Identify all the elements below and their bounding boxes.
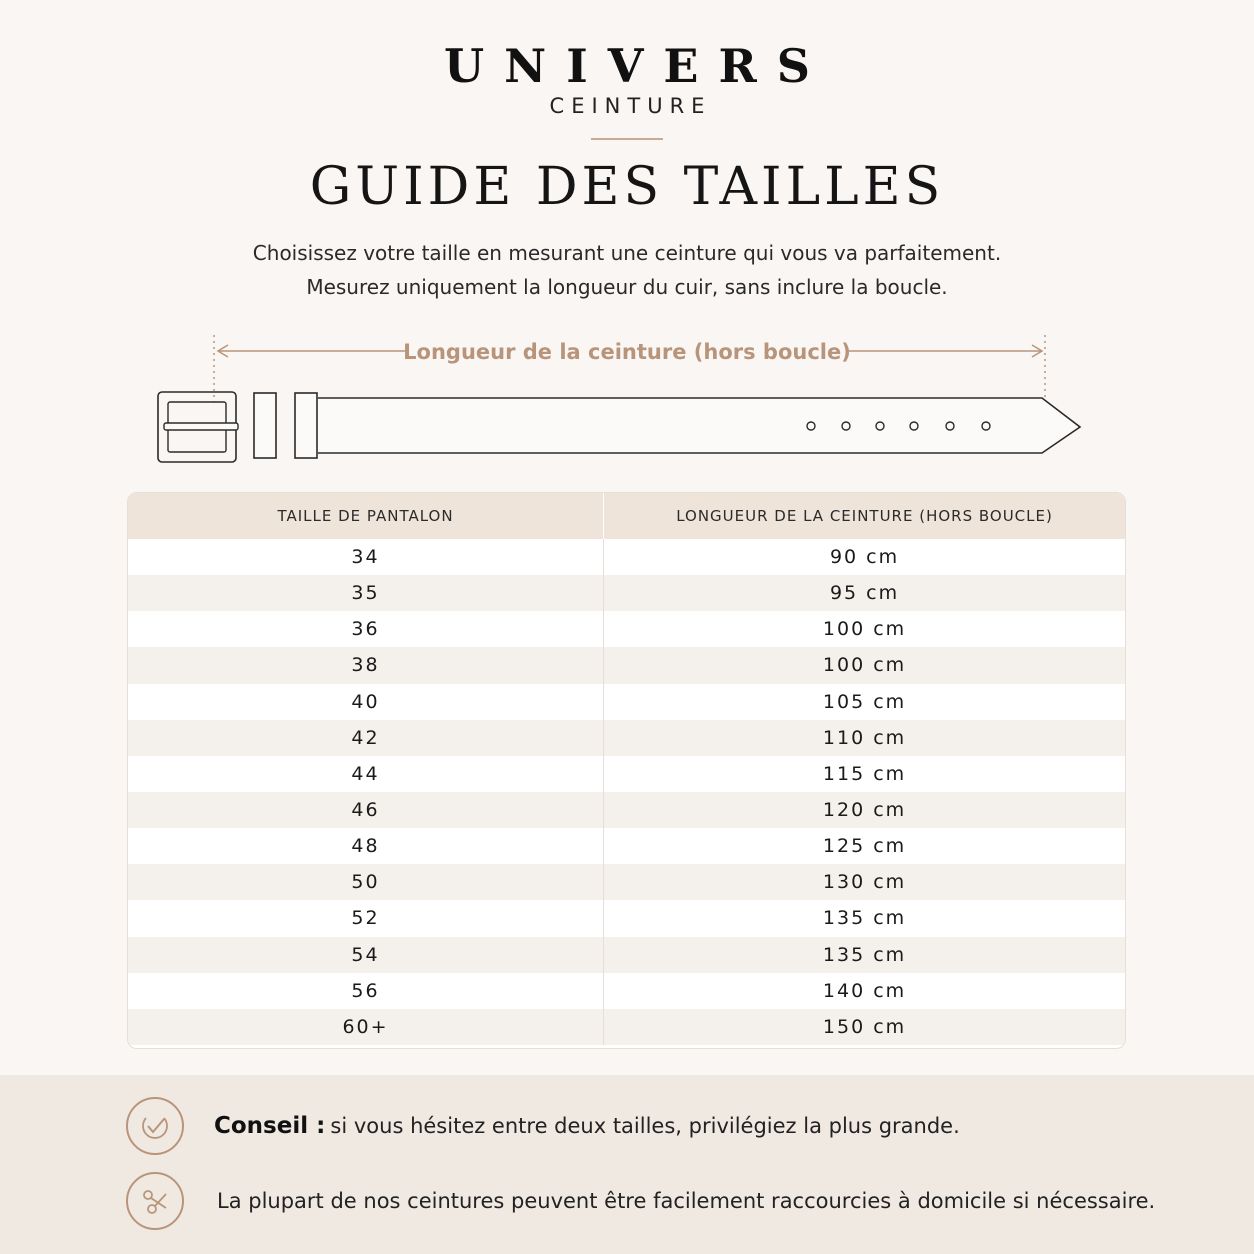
length-label: Longueur de la ceinture (hors boucle) xyxy=(403,340,851,364)
pants-size-cell: 48 xyxy=(128,828,604,864)
pants-size-cell: 46 xyxy=(128,792,604,828)
belt-length-cell: 130 cm xyxy=(822,871,907,894)
belt-length-cell: 135 cm xyxy=(822,907,907,930)
table-row xyxy=(128,864,1125,900)
pants-size-cell: 50 xyxy=(128,864,604,900)
advice-label: Conseil : xyxy=(214,1113,326,1139)
table-row xyxy=(128,973,1125,1009)
tips-panel xyxy=(0,1075,1254,1254)
tip-note xyxy=(126,1172,1155,1230)
header-belt-length: LONGUEUR DE LA CEINTURE (HORS BOUCLE) xyxy=(676,507,1053,525)
table-row xyxy=(128,792,1125,828)
table-row xyxy=(128,720,1125,756)
note-text: La plupart de nos ceintures peuvent être facilement raccourcies à domicile si nécessaire. xyxy=(217,1189,1156,1213)
table-row xyxy=(128,647,1125,683)
table-row xyxy=(128,828,1125,864)
brand-subtitle: CEINTURE xyxy=(549,94,712,118)
pants-size-cell: 56 xyxy=(128,973,604,1009)
belt-length-cell: 100 cm xyxy=(822,618,907,641)
size-table xyxy=(127,492,1126,1049)
belt-length-cell: 135 cm xyxy=(822,943,907,966)
table-row xyxy=(128,900,1125,936)
belt-length-cell: 105 cm xyxy=(822,690,907,713)
belt-length-cell: 110 cm xyxy=(822,726,907,749)
table-body xyxy=(128,539,1125,1045)
pants-size-cell: 42 xyxy=(128,720,604,756)
belt-strap xyxy=(318,398,1080,453)
pants-size-cell: 34 xyxy=(128,539,604,575)
pants-size-cell: 54 xyxy=(128,937,604,973)
pants-size-cell: 35 xyxy=(128,575,604,611)
table-row xyxy=(128,937,1125,973)
belt-keeper-1 xyxy=(254,393,276,458)
pants-size-cell: 52 xyxy=(128,900,604,936)
belt-length-cell: 125 cm xyxy=(822,835,907,858)
belt-length-cell: 140 cm xyxy=(822,979,907,1002)
table-row xyxy=(128,1009,1125,1045)
belt-length-cell: 150 cm xyxy=(822,1015,907,1038)
table-row xyxy=(128,539,1125,575)
belt-length-cell: 95 cm xyxy=(829,582,900,605)
intro-line-2: Mesurez uniquement la longueur du cuir, sans inclure la boucle. xyxy=(306,275,948,299)
table-row xyxy=(128,684,1125,720)
belt-buckle-prong xyxy=(164,423,238,430)
advice-text: si vous hésitez entre deux tailles, privilégiez la plus grande. xyxy=(330,1114,960,1138)
table-header xyxy=(128,493,1125,539)
brand-name: UNIVERS xyxy=(444,39,830,93)
belt-length-cell: 90 cm xyxy=(829,546,900,569)
title-divider xyxy=(591,138,663,140)
table-row xyxy=(128,575,1125,611)
tip-advice xyxy=(126,1097,960,1155)
belt-length-cell: 120 cm xyxy=(822,799,907,822)
table-row xyxy=(128,756,1125,792)
intro-line-1: Choisissez votre taille en mesurant une ceinture qui vous va parfaitement. xyxy=(252,241,1002,265)
table-row xyxy=(128,611,1125,647)
intro-text xyxy=(0,236,1254,304)
belt-keeper-2 xyxy=(295,393,317,458)
pants-size-cell: 40 xyxy=(128,684,604,720)
pants-size-cell: 36 xyxy=(128,611,604,647)
belt-length-cell: 100 cm xyxy=(822,654,907,677)
pants-size-cell: 38 xyxy=(128,647,604,683)
header-pants-size: TAILLE DE PANTALON xyxy=(128,493,604,539)
belt-length-cell: 115 cm xyxy=(822,762,907,785)
pants-size-cell: 44 xyxy=(128,756,604,792)
check-icon xyxy=(126,1097,184,1155)
scissors-icon xyxy=(126,1172,184,1230)
brand-logo xyxy=(0,38,1254,118)
page-title: GUIDE DES TAILLES xyxy=(309,157,945,217)
pants-size-cell: 60+ xyxy=(128,1009,604,1045)
